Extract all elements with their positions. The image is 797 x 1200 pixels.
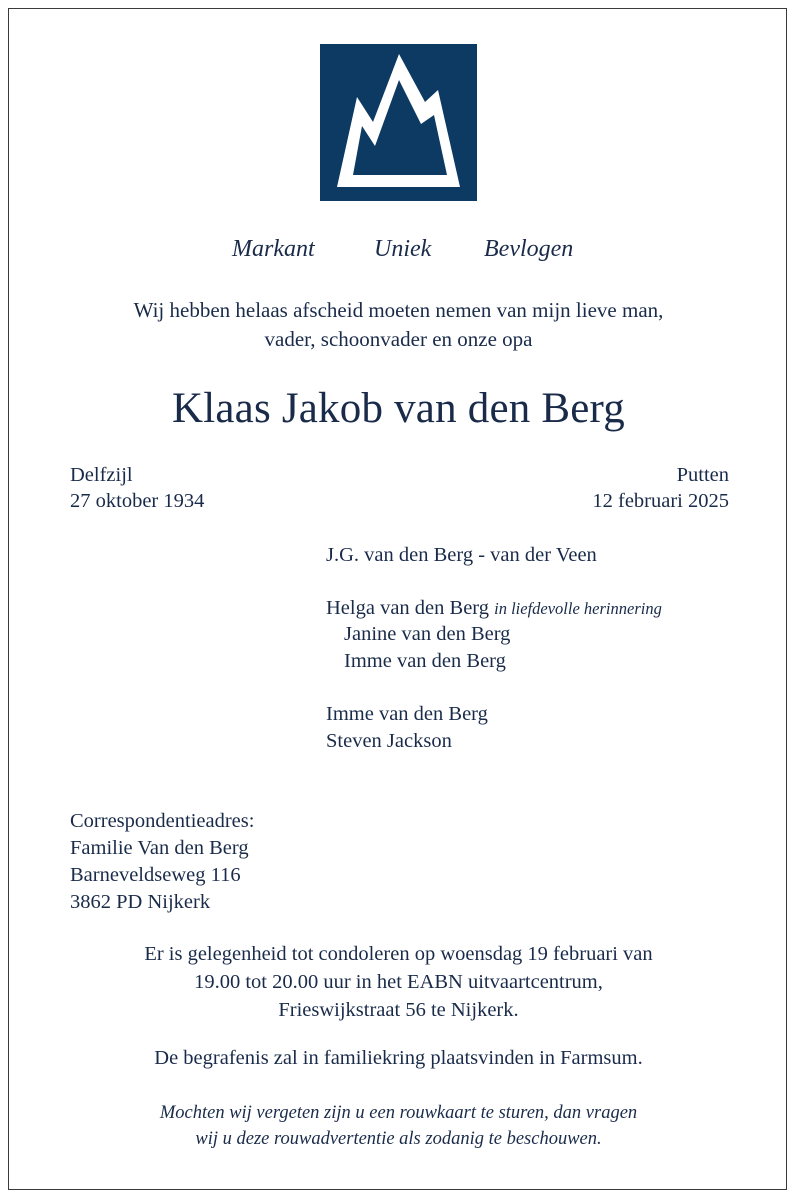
- death-place: Putten: [676, 464, 729, 486]
- birth-date: 27 oktober 1934: [70, 490, 205, 512]
- death-info: [592, 462, 729, 514]
- condolence-line: 19.00 tot 20.00 uur in het EABN uitvaartcentrum,: [194, 971, 603, 993]
- address-line: Barneveldseweg 116: [70, 864, 241, 886]
- child1: [326, 595, 662, 622]
- child1-name: Helga van den Berg: [326, 597, 489, 619]
- correspondence-label: Correspondentieadres:: [70, 810, 255, 832]
- child2-name: Imme van den Berg: [326, 703, 488, 725]
- condolence-line: Frieswijkstraat 56 te Nijkerk.: [278, 999, 519, 1021]
- motto-word: Uniek: [374, 236, 432, 262]
- spouse-name: J.G. van den Berg - van der Veen: [326, 544, 597, 566]
- condolence-info: [0, 940, 797, 1024]
- address-line: Familie Van den Berg: [70, 837, 249, 859]
- intro-line: Wij hebben helaas afscheid moeten nemen van mijn lieve man,: [133, 298, 664, 322]
- address-line: 3862 PD Nijkerk: [70, 891, 211, 913]
- motto-word: Bevlogen: [484, 236, 574, 262]
- correspondence-address: [70, 808, 254, 916]
- condolence-line: Er is gelegenheid tot condoleren op woensdag 19 februari van: [144, 943, 653, 965]
- grandchild-name: Janine van den Berg: [344, 623, 511, 645]
- birth-info: [70, 462, 204, 514]
- closing-line: Mochten wij vergeten zijn u een rouwkaart te sturen, dan vragen: [159, 1103, 638, 1123]
- intro-text: [0, 296, 797, 354]
- death-date: 12 februari 2025: [592, 490, 729, 512]
- intro-line: vader, schoonvader en onze opa: [264, 327, 533, 351]
- child2-partner-name: Steven Jackson: [326, 730, 452, 752]
- closing-note: [0, 1100, 797, 1152]
- mountain-logo-icon: [320, 44, 477, 201]
- child1-note: in liefdevolle herinnering: [494, 599, 662, 618]
- motto-word: Markant: [232, 236, 315, 262]
- deceased-name: Klaas Jakob van den Berg: [171, 385, 625, 432]
- birth-place: Delfzijl: [70, 464, 133, 486]
- closing-line: wij u deze rouwadvertentie als zodanig te beschouwen.: [195, 1129, 602, 1149]
- funeral-info: De begrafenis zal in familiekring plaatsvinden in Farmsum.: [154, 1047, 643, 1069]
- grandchild-name: Imme van den Berg: [344, 650, 506, 672]
